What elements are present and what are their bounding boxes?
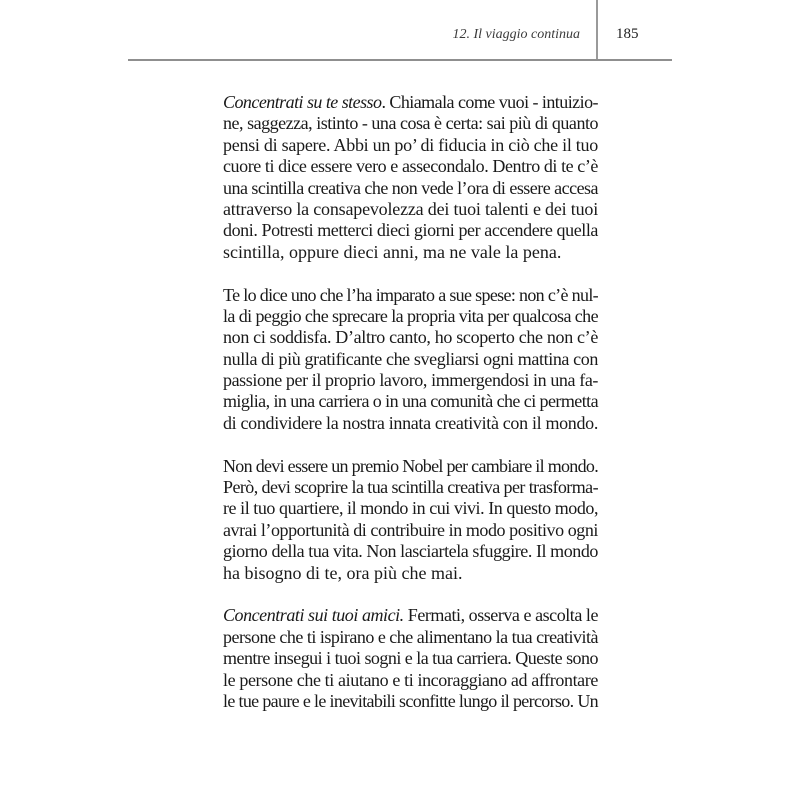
- paragraph-2: [223, 285, 598, 435]
- text-line: passione per il proprio lavoro, immergendosi in una fa-: [223, 370, 598, 391]
- text-line: Però, devi scoprire la tua scintilla creativa per trasforma-: [223, 477, 598, 498]
- paragraph-4: [223, 605, 598, 712]
- paragraph-1: [223, 92, 598, 263]
- text-line: pensi di sapere. Abbi un po’ di fiducia in ciò che il tuo: [223, 134, 598, 155]
- text-line: la di peggio che sprecare la propria vita per qualcosa che: [223, 305, 598, 326]
- running-head-chapter-title: 12. Il viaggio continua: [452, 27, 580, 42]
- text-line: ne, saggezza, istinto - una cosa è certa: sai più di quanto: [223, 113, 598, 134]
- header-vertical-rule: [596, 0, 598, 60]
- text-line: una scintilla creativa che non vede l’ora di essere accesa: [223, 177, 598, 198]
- text-line: mentre insegui i tuoi sogni e la tua carriera. Queste sono: [223, 648, 598, 669]
- text-line: giorno della tua vita. Non lasciartela sfuggire. Il mondo: [223, 541, 598, 562]
- header-horizontal-rule: [128, 59, 672, 61]
- text-line: le persone che ti aiutano e ti incoraggiano ad affrontare: [223, 669, 598, 690]
- text-line: persone che ti ispirano e che alimentano la tua creatività: [223, 626, 598, 647]
- line-text: Fermati, osserva e ascolta le: [403, 605, 598, 626]
- body-text: [223, 92, 598, 734]
- paragraph-3: [223, 456, 598, 584]
- text-line: miglia, in una carriera o in una comunità che ci permetta: [223, 391, 598, 412]
- text-line: di condividere la nostra innata creatività con il mondo.: [223, 412, 598, 433]
- text-line: non ci soddisfa. D’altro canto, ho scoperto che non c’è: [223, 327, 598, 348]
- text-line: Te lo dice uno che l’ha imparato a sue spese: non c’è nul-: [223, 284, 598, 305]
- italic-lead-in: Concentrati su te stesso: [223, 92, 382, 112]
- italic-lead-in: Concentrati sui tuoi amici.: [223, 605, 404, 626]
- text-line: [223, 605, 598, 626]
- text-line: doni. Potresti metterci dieci giorni per accendere quella: [223, 220, 598, 241]
- text-line: Non devi essere un premio Nobel per cambiare il mondo.: [223, 455, 599, 476]
- text-line: cuore ti dice essere vero e assecondalo. Dentro di te c’è: [223, 156, 598, 177]
- text-line: avrai l’opportunità di contribuire in modo positivo ogni: [223, 519, 598, 540]
- text-line: nulla di più gratificante che svegliarsi ogni mattina con: [223, 348, 598, 369]
- text-line: re il tuo quartiere, il mondo in cui vivi. In questo modo,: [223, 498, 598, 519]
- text-line: attraverso la consapevolezza dei tuoi talenti e dei tuoi: [223, 198, 598, 219]
- line-text: . Chiamala come vuoi - intuizio-: [381, 92, 598, 112]
- page-number: 185: [616, 26, 639, 42]
- text-line: le tue paure e le inevitabili sconfitte lungo il percorso. Un: [223, 690, 598, 711]
- text-line: [223, 92, 598, 113]
- text-line: scintilla, oppure dieci anni, ma ne vale la pena.: [223, 241, 562, 262]
- text-line: ha bisogno di te, ora più che mai.: [223, 562, 463, 583]
